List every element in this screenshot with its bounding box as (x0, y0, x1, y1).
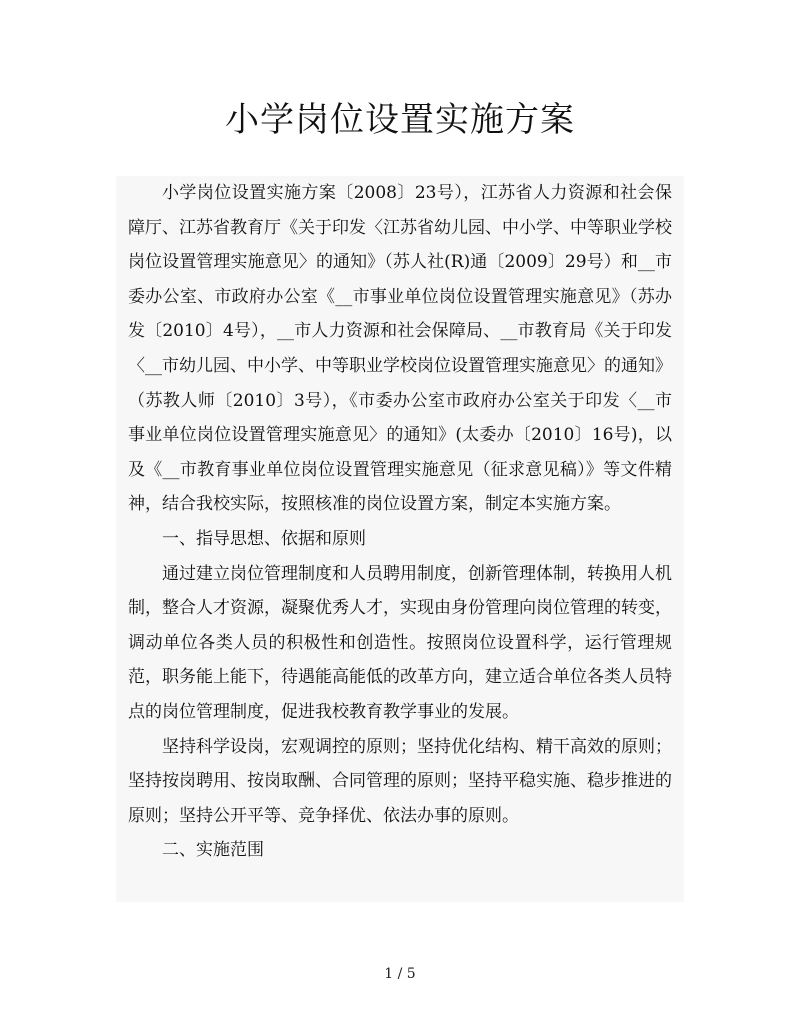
intro-paragraph: 小学岗位设置实施方案〔2008〕23号），江苏省人力资源和社会保障厅、江苏省教育厅《关于印发〈江苏省幼儿园、中小学、中等职业学校岗位设置管理实施意见〉的通知》（苏人社(R)通〔2009〕29号）和__市委办公室、市政府办公室《__市事业单位岗位设置管理实施意见》（苏办发〔2010〕4号），__市人力资源和社会保障局、__市教育局《关于印发〈__市幼儿园、中小学、中等职业学校岗位设置管理实施意见〉的通知》（苏教人师〔2010〕3号），《市委办公室市政府办公室关于印发〈__市事业单位岗位设置管理实施意见〉的通知》(太委办〔2010〕16号)，以及《__市教育事业单位岗位设置管理实施意见（征求意见稿）》等文件精神，结合我校实际，按照核准的岗位设置方案，制定本实施方案。 (128, 183, 672, 515)
document-title: 小学岗位设置实施方案 (225, 100, 575, 140)
section-heading-1: 一、指导思想、依据和原则 (162, 528, 366, 549)
page-number: 1 / 5 (384, 966, 416, 982)
section-heading-2: 二、实施范围 (162, 840, 264, 861)
document-body (116, 176, 684, 902)
principles-paragraph: 坚持科学设岗，宏观调控的原则；坚持优化结构、精干高效的原则；坚持按岗聘用、按岗取酬、合同管理的原则；坚持平稳实施、稳步推进的原则；坚持公开平等、竞争择优、依法办事的原则。 (128, 736, 672, 826)
guiding-paragraph: 通过建立岗位管理制度和人员聘用制度，创新管理体制，转换用人机制，整合人才资源，凝聚优秀人才，实现由身份管理向岗位管理的转变，调动单位各类人员的积极性和创造性。按照岗位设置科学，运行管理规范，职务能上能下，待遇能高能低的改革方向，建立适合单位各类人员特点的岗位管理制度，促进我校教育教学事业的发展。 (128, 563, 672, 722)
